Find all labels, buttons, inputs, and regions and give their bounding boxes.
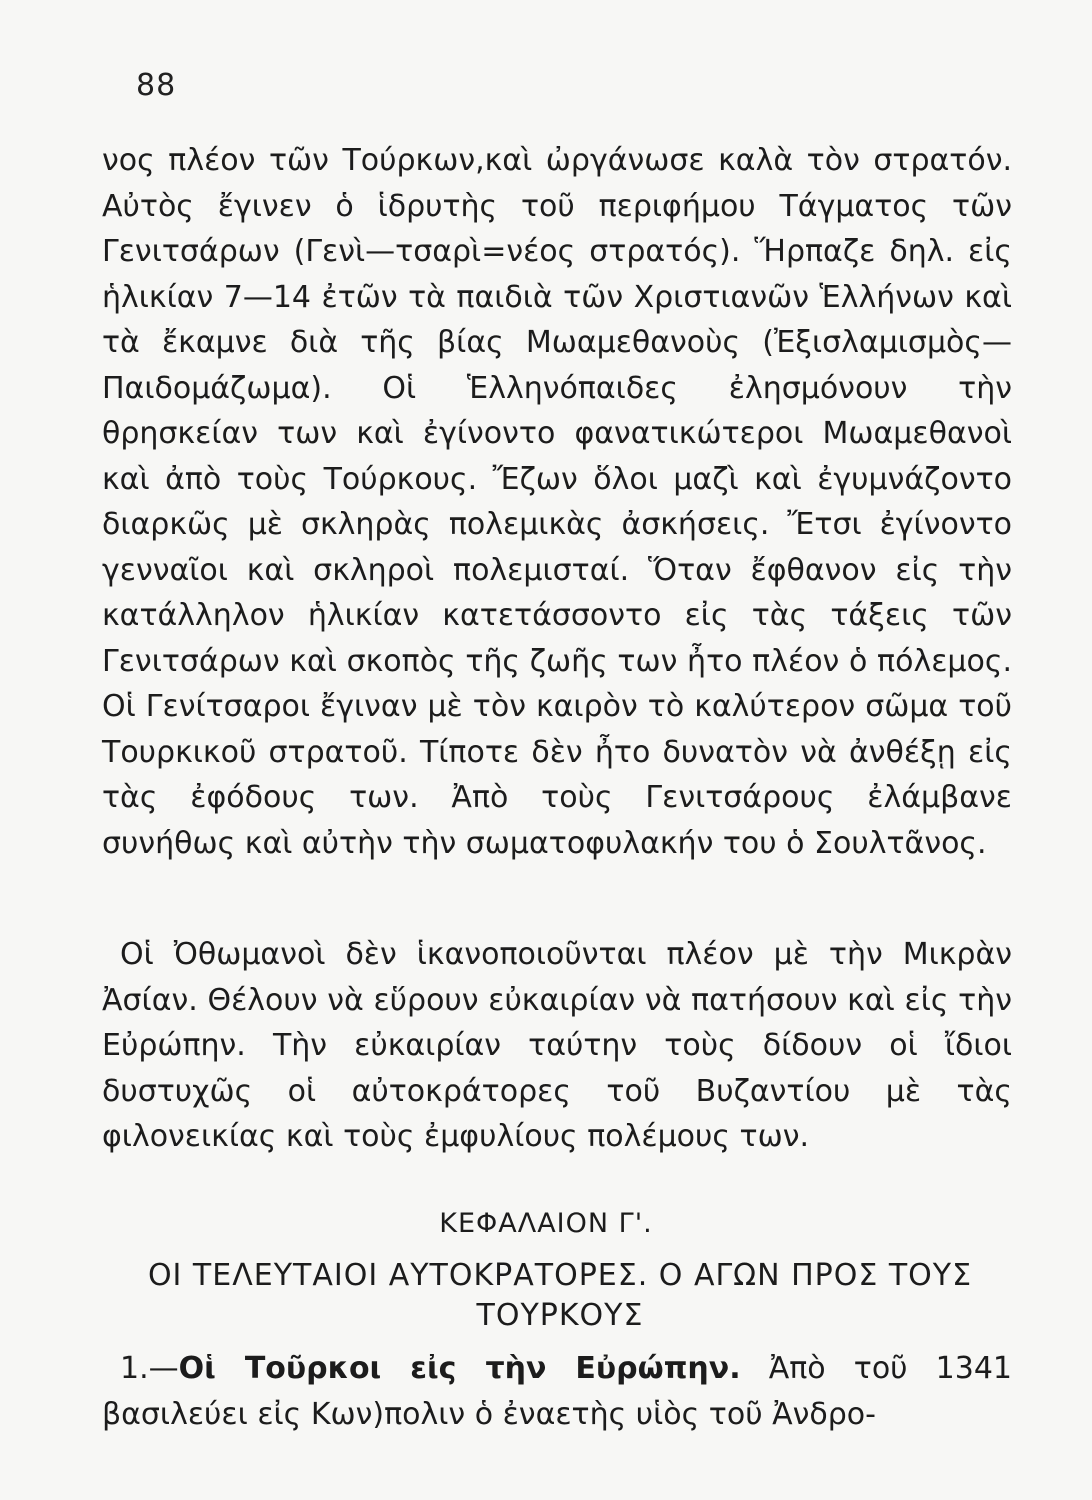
- section-text: Ἀπὸ τοῦ 1341 βασιλεύει εἰς Κων)πολιν ὁ ἐναετὴς υἱὸς τοῦ Ἀνδρο-: [102, 1351, 1012, 1432]
- section-number: 1.—: [120, 1351, 179, 1386]
- chapter-title: ΟΙ ΤΕΛΕΥΤΑΙΟΙ ΑΥΤΟΚΡΑΤΟΡΕΣ. Ο ΑΓΩΝ ΠΡΟΣ ΤΟΥΣ ΤΟΥΡΚΟΥΣ: [147, 1258, 973, 1333]
- chapter-label: ΚΕΦΑΛΑΙΟΝ Γ'.: [439, 1208, 653, 1239]
- page-number: 88: [136, 68, 177, 103]
- section-heading: Οἱ Τοῦρκοι εἰς τὴν Εὐρώπην.: [178, 1351, 741, 1386]
- paragraph-janissaries: νος πλέον τῶν Τούρκων,καὶ ὠργάνωσε καλὰ τὸν στρατόν. Αὐτὸς ἔγινεν ὁ ἱδρυτὴς τοῦ περιφήμου Τάγματος τῶν Γενιτσάρων (Γενὶ—τσαρὶ=νέος στρατός). Ἥρπαζε δηλ. εἰς ἡλικίαν 7—14 ἐτῶν τὰ παιδιὰ τῶν Χριστιανῶν Ἑλλήνων καὶ τὰ ἔκαμνε διὰ τῆς βίας Μωαμεθανοὺς (Ἐξισλαμισμὸς—Παιδομάζωμα). Οἱ Ἑλληνόπαιδες ἐλησμόνουν τὴν θρησκείαν των καὶ ἐγίνοντο φανατικώτεροι Μωαμεθανοὶ καὶ ἀπὸ τοὺς Τούρκους. Ἔζων ὅλοι μαζὶ καὶ ἐγυμνάζοντο διαρκῶς μὲ σκληρὰς πολεμικὰς ἀσκήσεις. Ἔτσι ἐγίνοντο γενναῖοι καὶ σκληροὶ πολεμισταί. Ὅταν ἔφθανον εἰς τὴν κατάλληλον ἡλικίαν κατετάσσοντο εἰς τὰς τάξεις τῶν Γενιτσάρων καὶ σκοπὸς τῆς ζωῆς των ἦτο πλέον ὁ πόλεμος. Οἱ Γενίτσαροι ἔγιναν μὲ τὸν καιρὸν τὸ καλύτερον σῶμα τοῦ Τουρκικοῦ στρατοῦ. Τίποτε δὲν ἦτο δυνατὸν νὰ ἀνθέξῃ εἰς τὰς ἐφόδους των. Ἀπὸ τοὺς Γενιτσάρους ἐλάμβανε συνήθως καὶ αὐτὴν τὴν σωματοφυλακήν του ὁ Σουλτᾶνος.: [102, 143, 1012, 861]
- section-1: [102, 1346, 1012, 1438]
- paragraph-ottomans-europe: Οἱ Ὀθωμανοὶ δὲν ἱκανοποιοῦνται πλέον μὲ τὴν Μικρὰν Ἀσίαν. Θέλουν νὰ εὕρουν εὐκαιρίαν νὰ πατήσουν καὶ εἰς τὴν Εὐρώπην. Τὴν εὐκαιρίαν ταύτην τοὺς δίδουν οἱ ἴδιοι δυστυχῶς οἱ αὐτοκράτορες τοῦ Βυζαντίου μὲ τὰς φιλονεικίας καὶ τοὺς ἐμφυλίους πολέμους των.: [102, 937, 1012, 1154]
